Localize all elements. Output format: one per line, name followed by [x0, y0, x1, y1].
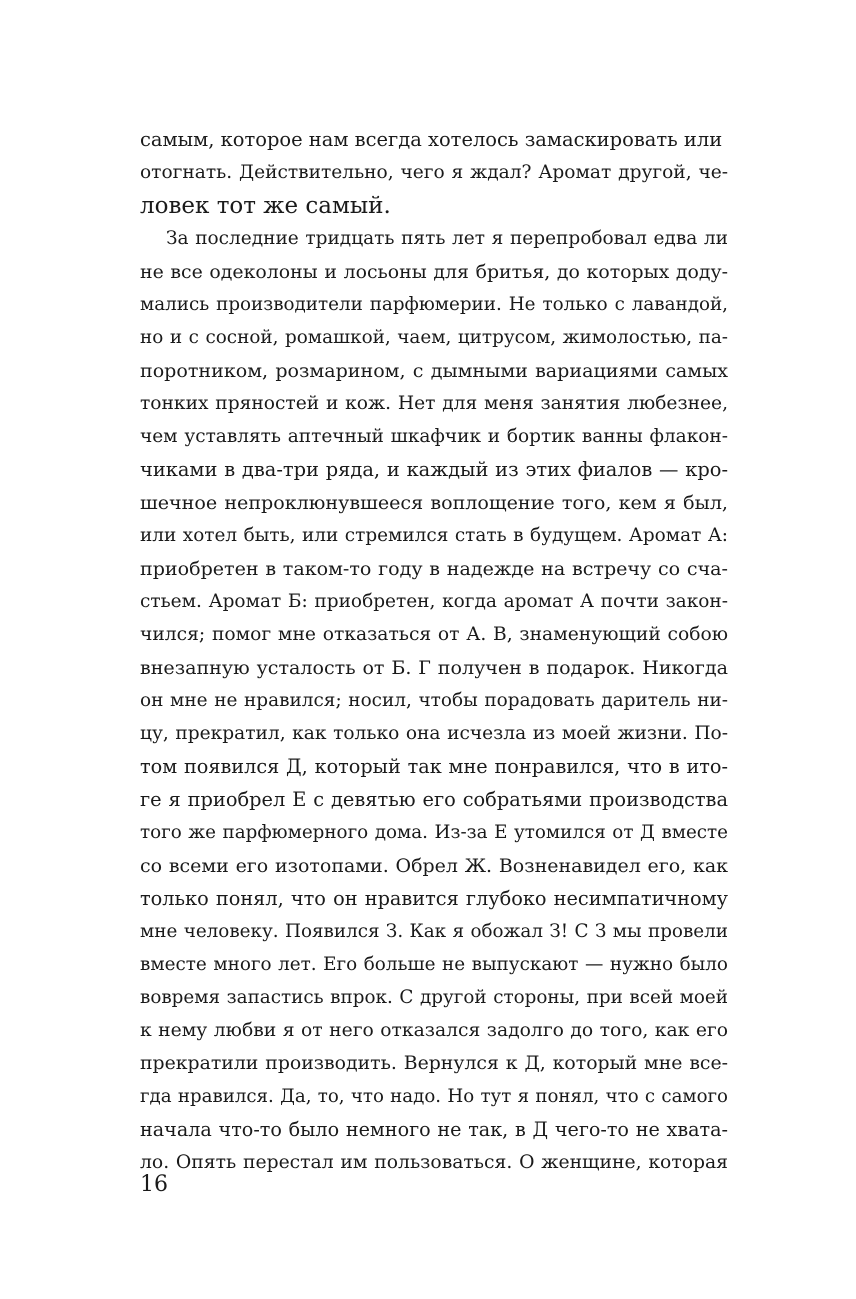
- text-line: к нему любви я от него отказался задолго до того, как его: [140, 1020, 728, 1041]
- text-line: ло. Опять перестал им пользоваться. О женщине, которая: [140, 1152, 728, 1173]
- text-line: гда нравился. Да, то, что надо. Но тут я понял, что с самого: [140, 1086, 728, 1107]
- text-line: не все одеколоны и лосьоны для бритья, до которых доду-: [140, 261, 728, 283]
- text-line: вовремя запастись впрок. С другой стороны, при всей моей: [140, 987, 728, 1008]
- text-line: чился; помог мне отказаться от А. В, знаменующий собою: [140, 624, 728, 645]
- text-line: шечное непроклюнувшееся воплощение того, кем я был,: [140, 491, 728, 514]
- text-line: ге я приобрел Е с девятью его собратьями производства: [140, 788, 728, 811]
- text-line: того же парфюмерного дома. Из-за Е утомился от Д вместе: [140, 822, 728, 843]
- text-line: чем уставлять аптечный шкафчик и бортик ванны флакон-: [140, 426, 728, 447]
- text-line: ловек тот же самый.: [140, 193, 391, 219]
- page-number: 16: [140, 1172, 168, 1197]
- text-line: внезапную усталость от Б. Г получен в подарок. Никогда: [140, 657, 728, 679]
- text-line: цу, прекратил, как только она исчезла из моей жизни. По-: [140, 723, 728, 744]
- text-line: самым, которое нам всегда хотелось замаскировать или: [140, 128, 723, 151]
- text-line: со всеми его изотопами. Обрел Ж. Возненавидел его, как: [140, 855, 728, 877]
- text-line: чиками в два-три ряда, и каждый из этих фиалов — кро-: [140, 458, 728, 481]
- text-line: прекратили производить. Вернулся к Д, который мне все-: [140, 1053, 728, 1074]
- text-line: том появился Д, который так мне понравился, что в ито-: [140, 755, 728, 778]
- text-line: отогнать. Действительно, чего я ждал? Аромат другой, че-: [140, 162, 728, 183]
- text-line: стьем. Аромат Б: приобретен, когда аромат А почти закон-: [140, 591, 728, 612]
- text-line: поротником, розмарином, с дымными вариациями самых: [140, 360, 728, 382]
- text-line: мне человеку. Появился З. Как я обожал З! С З мы провели: [140, 921, 728, 942]
- text-line: вместе много лет. Его больше не выпускают — нужно было: [140, 954, 728, 975]
- text-line: начала что-то было немного не так, в Д чего-то не хвата-: [140, 1118, 728, 1141]
- text-line: тонких пряностей и кож. Нет для меня занятия любезнее,: [140, 393, 728, 414]
- text-line: приобретен в таком-то году в надежде на встречу со сча-: [140, 558, 728, 580]
- text-line: или хотел быть, или стремился стать в будущем. Аромат А:: [140, 525, 728, 546]
- text-line: но и с сосной, ромашкой, чаем, цитрусом, жимолостью, па-: [140, 327, 728, 348]
- text-line: он мне не нравился; носил, чтобы порадовать даритель ни-: [140, 690, 728, 711]
- text-line: За последние тридцать пять лет я перепробовал едва ли: [166, 228, 728, 249]
- text-line: мались производители парфюмерии. Не только с лавандой,: [140, 294, 728, 315]
- text-line: только понял, что он нравится глубоко несимпатичному: [140, 887, 728, 910]
